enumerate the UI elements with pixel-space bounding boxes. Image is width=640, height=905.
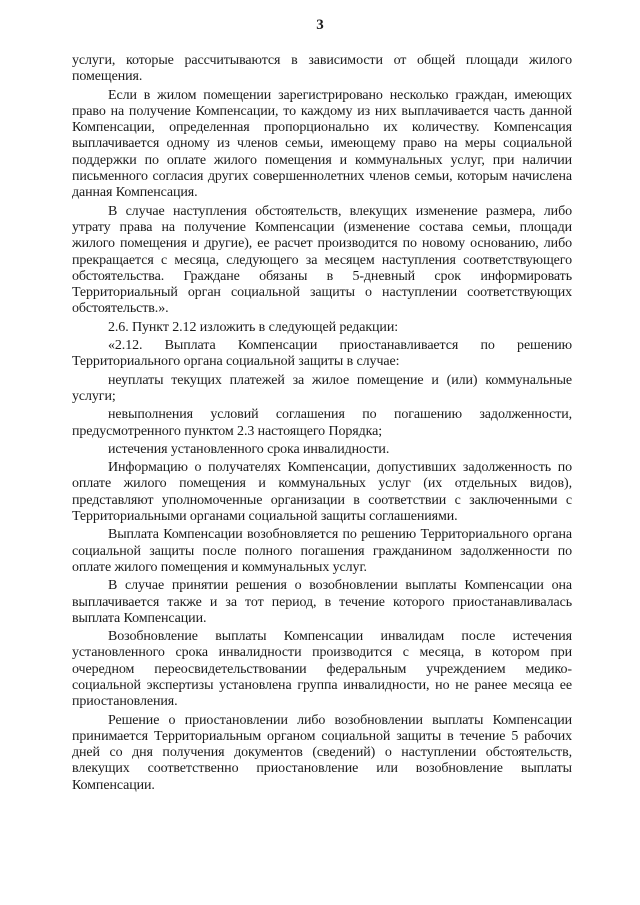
paragraph: Информацию о получателях Компенсации, допустивших задолженность по оплате жилого помещения и коммунальных услуг (их отдельных видов), представляют уполномоченные организации в соответствии с заключенными с Территориальными органами социальной защиты соглашениями. (72, 460, 572, 525)
paragraph: 2.6. Пункт 2.12 изложить в следующей редакции: (108, 319, 399, 335)
document-body (72, 53, 572, 796)
paragraph: Выплата Компенсации возобновляется по решению Территориального органа социальной защиты после полного погашения гражданином задолженности по оплате жилого помещения и коммунальных услуг. (72, 527, 572, 575)
paragraph: истечения установленного срока инвалидности. (108, 441, 390, 457)
paragraph: Если в жилом помещении зарегистрировано несколько граждан, имеющих право на получение Компенсации, то каждому из них выплачивается часть данной Компенсации, определенная пропорционально их количеству. Компенсация выплачивается одному из членов семьи, имеющему право на меры социальной поддержки по оплате жилого помещения и коммунальных услуг, при наличии письменного согласия других совершеннолетних членов семьи, которым начислена данная Компенсация. (72, 87, 572, 201)
paragraph: Решение о приостановлении либо возобновлении выплаты Компенсации принимается Территориальным органом социальной защиты в течение 5 рабочих дней со дня получения документов (сведений) о наступлении обстоятельств, влекущих соответственно приостановление или возобновление выплаты Компенсации. (72, 712, 572, 793)
paragraph: Возобновление выплаты Компенсации инвалидам после истечения установленного срока инвалидности производится с месяца, в котором при очередном переосвидетельствовании федеральным учреждением медико-социальной экспертизы установлена группа инвалидности, но не ранее месяца ее приостановления. (72, 629, 572, 710)
paragraph: услуги, которые рассчитываются в зависимости от общей площади жилого помещения. (72, 53, 572, 85)
paragraph: «2.12. Выплата Компенсации приостанавливается по решению Территориального органа социальной защиты в случае: (72, 338, 572, 370)
paragraph: невыполнения условий соглашения по погашению задолженности, предусмотренного пунктом 2.3 настоящего Порядка; (72, 407, 572, 439)
paragraph: В случае принятии решения о возобновлении выплаты Компенсации она выплачивается также и за тот период, в течение которого приостанавливалась выплата Компенсации. (72, 578, 572, 626)
paragraph: неуплаты текущих платежей за жилое помещение и (или) коммунальные услуги; (72, 372, 572, 404)
page-number: 3 (316, 17, 324, 33)
paragraph: В случае наступления обстоятельств, влекущих изменение размера, либо утрату права на получение Компенсации (изменение состава семьи, площади жилого помещения и другие), ее расчет производится по новому основанию, либо прекращается с месяца, следующего за месяцем наступления соответствующего обстоятельства. Граждане обязаны в 5-дневный срок информировать Территориальный орган социальной защиты о наступлении соответствующих обстоятельств.». (72, 203, 572, 317)
